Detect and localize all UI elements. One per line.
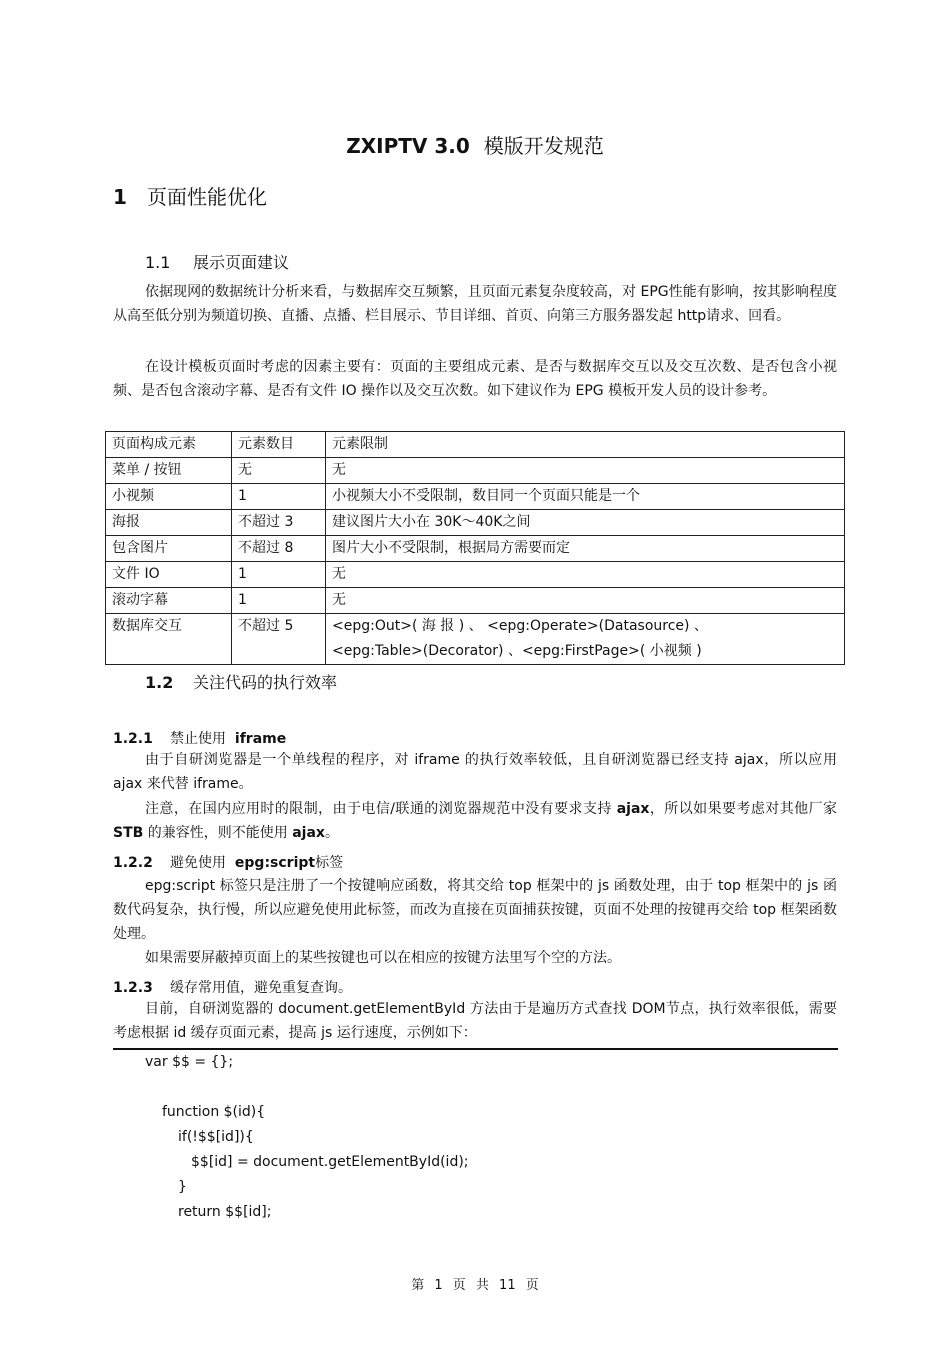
section-keyword: epg:script — [234, 855, 316, 871]
text-run: 注意，在国内应用时的限制，由于电信/联通的浏览器规范中没有要求支持 — [145, 801, 617, 817]
section-keyword: iframe — [234, 731, 287, 747]
keyword: ajax — [616, 801, 650, 817]
section-1-1-heading — [145, 250, 289, 273]
table-row — [106, 588, 845, 614]
section-number: 1.2 — [145, 673, 174, 692]
paragraph-ajax-note — [113, 797, 837, 845]
section-number: 1.2.3 — [113, 980, 153, 996]
code-line: return $$[id]; — [178, 1204, 272, 1220]
table-cell: 1 — [232, 588, 326, 614]
table-header-cell: 元素数目 — [232, 432, 326, 458]
section-number: 1.2.2 — [113, 855, 153, 871]
table-row — [106, 458, 845, 484]
table-cell: 无 — [326, 588, 845, 614]
table-cell-line: <epg:Table>(Decorator) 、<epg:FirstPage>( 小视频 ) — [332, 643, 702, 659]
section-1-2-3-heading — [113, 977, 352, 997]
table-cell: 1 — [232, 562, 326, 588]
table-header-row — [106, 432, 845, 458]
table-cell: 1 — [232, 484, 326, 510]
code-line: } — [178, 1179, 187, 1195]
table-cell: 无 — [326, 562, 845, 588]
table-header-cell: 页面构成元素 — [106, 432, 232, 458]
table-cell: 不超过 5 — [232, 614, 326, 665]
paragraph-data-analysis: 依据现网的数据统计分析来看，与数据库交互频繁，且页面元素复杂度较高，对 EPG性能有影响，按其影响程度从高至低分别为频道切换、直播、点播、栏目展示、节目详细、首页、向第三方服务器发起 http请求、回看。 — [113, 284, 837, 324]
text-run: ，所以如果要考虑对其他厂家 — [649, 801, 837, 817]
table-header-cell: 元素限制 — [326, 432, 845, 458]
table-cell: 建议图片大小在 30K～40K之间 — [326, 510, 845, 536]
section-number: 1 — [113, 185, 127, 209]
text-run: 的兼容性，则不能使用 — [143, 825, 293, 841]
keyword: ajax — [292, 825, 325, 841]
code-line: function $(id){ — [162, 1104, 266, 1120]
code-divider — [113, 1048, 838, 1050]
page-title-product: ZXIPTV 3.0 — [346, 134, 470, 158]
section-title: 避免使用 — [170, 855, 226, 871]
page-footer: 第 1 页 共 11 页 — [411, 1278, 539, 1293]
table-cell: 文件 IO — [106, 562, 232, 588]
section-number: 1.1 — [145, 253, 171, 272]
code-line: if(!$$[id]){ — [178, 1129, 254, 1145]
table-cell: 小视频大小不受限制，数目同一个页面只能是一个 — [326, 484, 845, 510]
paragraph-iframe: 由于自研浏览器是一个单线程的程序，对 iframe 的执行效率较低，且自研浏览器已经支持 ajax，所以应用 ajax 来代替 iframe。 — [113, 752, 837, 792]
table-cell: 不超过 8 — [232, 536, 326, 562]
section-1-2-2-heading — [113, 852, 343, 872]
table-cell — [326, 614, 845, 665]
text-run: 。 — [324, 825, 339, 841]
page-title-text: 模版开发规范 — [483, 134, 604, 158]
section-1-2-heading — [145, 670, 337, 693]
table-row — [106, 562, 845, 588]
section-title: 展示页面建议 — [193, 253, 290, 272]
keyword: STB — [113, 825, 144, 841]
section-title: 禁止使用 — [170, 731, 226, 747]
table-cell: 数据库交互 — [106, 614, 232, 665]
table-cell-line: <epg:Out>( 海 报 ) 、 <epg:Operate>(Datasource) 、 — [332, 618, 708, 634]
paragraph-design-factors: 在设计模板页面时考虑的因素主要有：页面的主要组成元素、是否与数据库交互以及交互次数、是否包含小视频、是否包含滚动字幕、是否有文件 IO 操作以及交互次数。如下建议作为 EPG 模板开发人员的设计参考。 — [113, 359, 837, 399]
table-cell: 无 — [326, 458, 845, 484]
paragraph-cache: 目前，自研浏览器的 document.getElementById 方法由于是遍历方式查找 DOM节点，执行效率很低，需要考虑根据 id 缓存页面元素，提高 js 运行速度，示例如下： — [113, 1001, 837, 1041]
section-number: 1.2.1 — [113, 731, 153, 747]
code-line: var $$ = {}; — [145, 1054, 234, 1070]
paragraph-mask-keys: 如果需要屏蔽掉页面上的某些按键也可以在相应的按键方法里写个空的方法。 — [145, 950, 621, 966]
table-row — [106, 614, 845, 665]
table-cell: 海报 — [106, 510, 232, 536]
section-title-tail: 标签 — [315, 855, 344, 871]
table-row — [106, 510, 845, 536]
table-row — [106, 536, 845, 562]
table-cell: 滚动字幕 — [106, 588, 232, 614]
table-row — [106, 484, 845, 510]
paragraph-epg-script: epg:script 标签只是注册了一个按键响应函数，将其交给 top 框架中的 js 函数处理，由于 top 框架中的 js 函数代码复杂，执行慢，所以应避免使用此标签，而改为直接在页面捕获按键，页面不处理的按键再交给 top 框架函数处理。 — [113, 878, 837, 942]
section-1-2-1-heading — [113, 728, 286, 748]
table-cell: 无 — [232, 458, 326, 484]
section-title: 关注代码的执行效率 — [193, 673, 338, 692]
table-cell: 菜单 / 按钮 — [106, 458, 232, 484]
page-title — [0, 130, 950, 159]
page-elements-table — [105, 431, 845, 665]
section-title: 页面性能优化 — [147, 185, 267, 209]
section-title: 缓存常用值，避免重复查询。 — [170, 980, 352, 996]
table-cell: 图片大小不受限制，根据局方需要而定 — [326, 536, 845, 562]
table-cell: 不超过 3 — [232, 510, 326, 536]
section-1-heading — [113, 181, 267, 210]
table-cell: 包含图片 — [106, 536, 232, 562]
table-cell: 小视频 — [106, 484, 232, 510]
code-line: $$[id] = document.getElementById(id); — [191, 1154, 469, 1170]
